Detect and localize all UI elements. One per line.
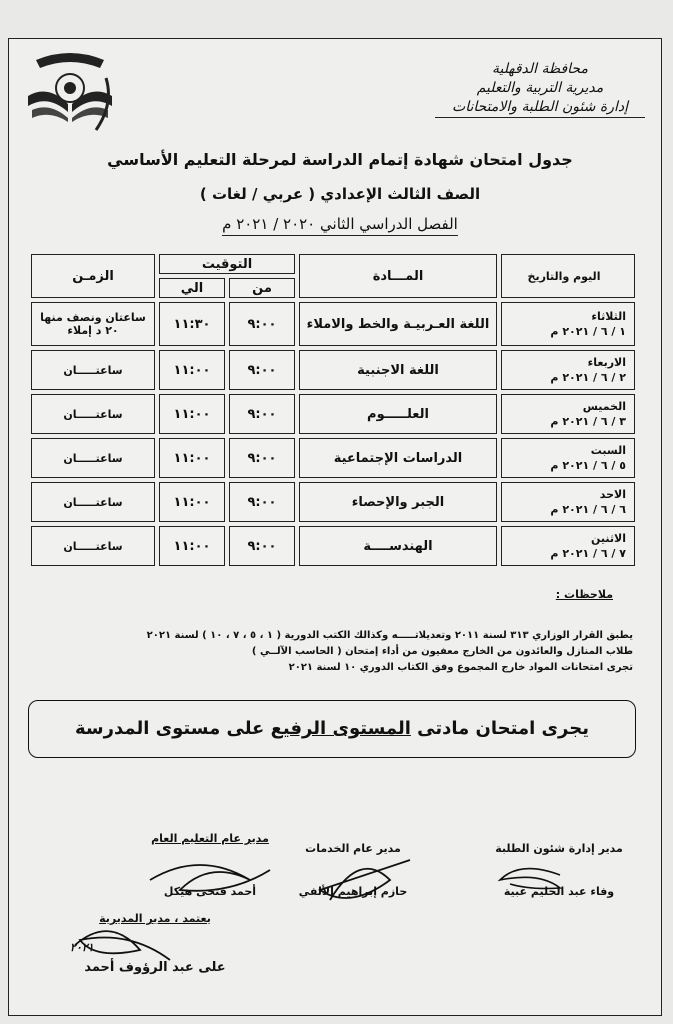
time-to-cell: ١١:٠٠ <box>159 438 225 478</box>
notes-title: ملاحظات : <box>555 588 613 601</box>
time-from-cell: ٩:٠٠ <box>229 482 295 522</box>
time-from-cell: ٩:٠٠ <box>229 350 295 390</box>
day-date: ٦ / ٦ / ٢٠٢١ م <box>550 503 626 516</box>
time-to-cell: ١١:٠٠ <box>159 394 225 434</box>
day-name: الخميس <box>582 400 626 413</box>
grade-title: الصف الثالث الإعدادي ( عربي / لغات ) <box>199 185 481 203</box>
signer-name: أحمد فتحى هيكل <box>163 885 257 898</box>
subject-cell: الجبر والإحصاء <box>299 482 497 522</box>
col-header-day: اليوم والتاريخ <box>501 254 635 298</box>
banner-text-before: يجرى امتحان مادتى <box>410 718 589 739</box>
duration-cell: ساعتـــــان <box>31 394 155 434</box>
col-header-from: من <box>229 278 295 298</box>
day-date: ٧ / ٦ / ٢٠٢١ م <box>550 547 626 560</box>
col-header-to: الي <box>159 278 225 298</box>
signature-date: ٢٠٢١ <box>70 941 94 954</box>
note-item: تجرى امتحانات المواد خارج المجموع وفق الكتاب الدوري ١٠ لسنة ٢٠٢١ <box>288 662 633 673</box>
subject-cell: الدراسات الإجتماعية <box>299 438 497 478</box>
day-date: ١ / ٦ / ٢٠٢١ م <box>550 325 626 338</box>
time-to-cell: ١١:٠٠ <box>159 482 225 522</box>
duration-cell: ساعتـــــان <box>31 482 155 522</box>
time-to-cell: ١١:٠٠ <box>159 350 225 390</box>
time-from-cell: ٩:٠٠ <box>229 394 295 434</box>
day-name: الاثنين <box>591 532 626 545</box>
duration-cell: ساعتـــــان <box>31 526 155 566</box>
day-date: ٣ / ٦ / ٢٠٢١ م <box>550 415 626 428</box>
signer-name: وفاء عبد الحليم عبية <box>503 885 615 898</box>
banner-text-after: على مستوى المدرسة <box>75 718 271 739</box>
signer-name: على عبد الرؤوف أحمد <box>84 960 226 975</box>
note-item: طلاب المنازل والعائدون من الخارج معفيون من أداء إمتحان ( الحاسب الآلــي ) <box>251 646 633 657</box>
note-item: يطبق القرار الوزاري ٣١٣ لسنة ٢٠١١ وتعديلاتـــــه وكذالك الكتب الدورية ( ١ ، ٥ ، ٧ ، ١٠ ) لسنة ٢٠٢١ <box>146 630 633 641</box>
day-date: ٢ / ٦ / ٢٠٢١ م <box>550 371 626 384</box>
time-from-cell: ٩:٠٠ <box>229 438 295 478</box>
day-date: ٥ / ٦ / ٢٠٢١ م <box>550 459 626 472</box>
subject-cell: الهندســــة <box>299 526 497 566</box>
signer-name: حازم إبراهيم الألفي <box>298 885 408 898</box>
directorate-line: مديرية التربية والتعليم <box>476 80 604 96</box>
day-name: الاربعاء <box>587 356 626 369</box>
signer-title: مدير عام التعليم العام <box>151 832 269 845</box>
signer-title: مدير عام الخدمات <box>305 842 401 855</box>
subject-cell: العلـــــوم <box>299 394 497 434</box>
day-name: الاحد <box>599 488 626 501</box>
signer-title: يعتمد ، مدير المديرية <box>99 912 211 925</box>
col-header-timing: التوقيت <box>159 254 295 274</box>
subject-cell: اللغة الاجنبية <box>299 350 497 390</box>
main-title: جدول امتحان شهادة إتمام الدراسة لمرحلة التعليم الأساسي <box>107 150 573 169</box>
col-header-subject: المـــادة <box>299 254 497 298</box>
day-name: السبت <box>590 444 626 457</box>
duration-cell: ساعتـــــان <box>31 438 155 478</box>
signer-title: مدير إدارة شئون الطلبة <box>495 842 623 855</box>
time-to-cell: ١١:٣٠ <box>159 302 225 346</box>
banner-text-underlined: المستوى الرفيع <box>270 718 411 739</box>
duration-cell: ساعتـــــان <box>31 350 155 390</box>
time-to-cell: ١١:٠٠ <box>159 526 225 566</box>
time-from-cell: ٩:٠٠ <box>229 302 295 346</box>
department-line: إدارة شئون الطلبة والامتحانات <box>435 98 645 118</box>
duration-cell: ساعتان ونصف منها ٢٠ د إملاء <box>31 302 155 346</box>
time-from-cell: ٩:٠٠ <box>229 526 295 566</box>
day-name: الثلاثاء <box>591 310 626 323</box>
col-header-duration: الزمـن <box>31 254 155 298</box>
subject-cell: اللغة العـربيـة والخط والاملاء <box>299 302 497 346</box>
term-title-text: الفصل الدراسي الثاني ٢٠٢٠ / ٢٠٢١ م <box>222 215 458 236</box>
governorate-line: محافظة الدقهلية <box>492 61 588 77</box>
